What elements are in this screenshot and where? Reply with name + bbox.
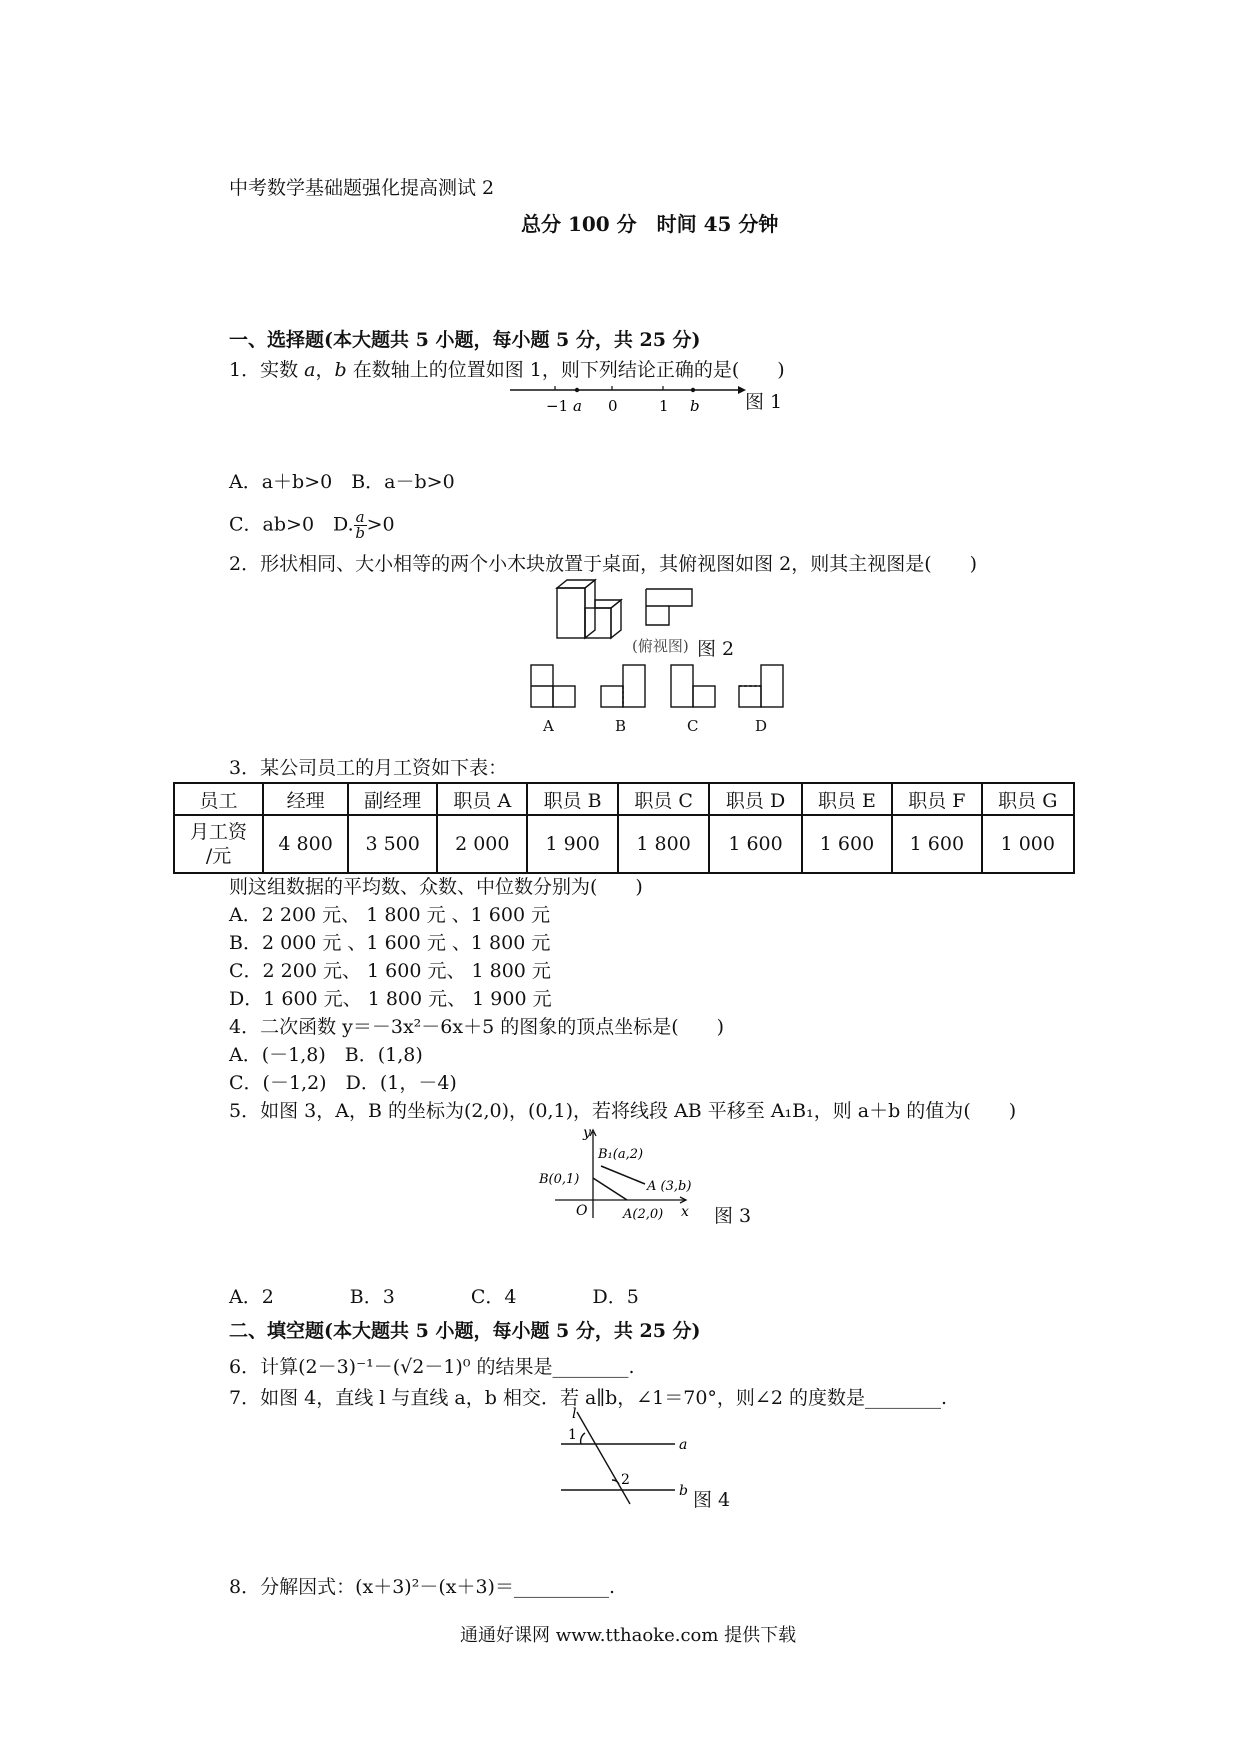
table-cell: 1 000 (982, 815, 1074, 873)
table-cell: 1 600 (892, 815, 981, 873)
figure-2-choice-c (670, 664, 716, 708)
table-header-cell: 职员 G (982, 783, 1074, 815)
question-3-stem: 3．某公司员工的月工资如下表： (229, 757, 508, 779)
axis-label-x: x (681, 1204, 689, 1220)
origin-label: O (576, 1203, 588, 1219)
top-view-label: (俯视图) (632, 637, 689, 655)
table-cell: 1 900 (527, 815, 618, 873)
question-6: 6．计算(2－3)⁻¹－(√2－1)⁰ 的结果是________. (229, 1356, 635, 1378)
table-cell: 1 600 (802, 815, 892, 873)
table-cell: 2 000 (437, 815, 527, 873)
figure-2-blocks-3d (555, 578, 635, 640)
table-header-cell: 职员 F (892, 783, 981, 815)
figure-2-top-view (645, 588, 693, 626)
angle-label-1: 1 (568, 1427, 577, 1443)
footer-credit: 通通好课网 www.tthaoke.com 提供下载 (460, 1625, 797, 1646)
figure-1-numberline (510, 384, 770, 420)
table-header-cell: 经理 (263, 783, 348, 815)
table-header-cell: 职员 C (618, 783, 709, 815)
question-3-follow: 则这组数据的平均数、众数、中位数分别为( ) (229, 876, 643, 898)
table-cell: 4 800 (263, 815, 348, 873)
table-header-cell: 员工 (174, 783, 263, 815)
question-3-option-a: A．2 200 元、 1 800 元 、1 600 元 (229, 904, 551, 926)
question-4-options-cd: C．(－1,2) D．(1，－4) (229, 1072, 457, 1094)
question-5-options: A．2 B．3 C．4 D．5 (229, 1286, 639, 1308)
question-4-stem: 4．二次函数 y＝－3x²－6x＋5 的图象的顶点坐标是( ) (229, 1016, 725, 1038)
table-cell: 1 800 (618, 815, 709, 873)
figure-2-choice-b (600, 664, 646, 708)
tick-label-a: a (573, 397, 582, 415)
table-header-cell: 职员 D (709, 783, 801, 815)
question-4-options-ab: A．(－1,8) B．(1,8) (229, 1044, 423, 1066)
tick-label-1: 1 (659, 397, 669, 415)
salary-table (173, 782, 1075, 874)
line-label-a: a (679, 1437, 688, 1453)
choice-label-c: C (687, 717, 699, 735)
point-label-b1: B₁(a,2) (598, 1147, 644, 1162)
tick-label-neg1: −1 (546, 397, 569, 415)
table-row (174, 815, 1074, 873)
figure-4-caption: 图 4 (693, 1489, 731, 1511)
figure-2-choice-a (530, 664, 576, 708)
document-subtitle: 总分 100 分 时间 45 分钟 (521, 212, 779, 236)
table-header-cell: 职员 E (802, 783, 892, 815)
choice-label-a: A (543, 717, 554, 735)
line-label-l: l (572, 1406, 577, 1422)
figure-3-caption: 图 3 (714, 1205, 752, 1227)
tick-label-0: 0 (608, 397, 618, 415)
fraction-a-over-b: $\frac{a}{b}$ (355, 508, 365, 542)
figure-3-coordinate-plane (535, 1124, 715, 1224)
table-header-row (174, 783, 1074, 815)
question-7-stem: 7．如图 4，直线 l 与直线 a，b 相交．若 a∥b，∠1＝70°，则∠2 的度数是________. (229, 1387, 948, 1409)
table-header-cell: 副经理 (348, 783, 437, 815)
figure-2-caption: 图 2 (697, 638, 735, 660)
question-5-stem: 5．如图 3，A，B 的坐标为(2,0)，(0,1)，若将线段 AB 平移至 A₁B₁，则 a＋b 的值为( ) (229, 1100, 1017, 1122)
question-3-option-d: D．1 600 元、 1 800 元、 1 900 元 (229, 988, 552, 1010)
figure-4-parallel-lines (555, 1406, 705, 1506)
question-2-stem: 2．形状相同、大小相等的两个小木块放置于桌面，其俯视图如图 2，则其主视图是( ) (229, 553, 978, 575)
figure-1-caption: 图 1 (745, 391, 783, 413)
point-label-a: A(2,0) (623, 1207, 664, 1222)
choice-label-d: D (755, 717, 768, 735)
question-8: 8．分解因式：(x＋3)²－(x＋3)＝__________. (229, 1576, 616, 1598)
question-3-option-c: C．2 200 元、 1 600 元、 1 800 元 (229, 960, 551, 982)
section-heading-choice: 一、选择题(本大题共 5 小题，每小题 5 分，共 25 分) (229, 329, 701, 351)
table-header-cell: 职员 A (437, 783, 527, 815)
line-label-b: b (679, 1483, 688, 1499)
point-label-a1: A (3,b) (647, 1179, 692, 1194)
point-label-b: B(0,1) (539, 1172, 580, 1187)
choice-label-b: B (615, 717, 627, 735)
axis-label-y: y (583, 1125, 591, 1141)
question-3-option-b: B．2 000 元 、1 600 元 、1 800 元 (229, 932, 551, 954)
question-1-options-ab: A．a＋b>0 B．a－b>0 (229, 471, 455, 493)
tick-label-b: b (690, 397, 700, 415)
document-title: 中考数学基础题强化提高测试 2 (229, 177, 495, 199)
question-1-options-cd: C．ab>0 D. $\frac{a}{b}$ >0 (229, 508, 395, 542)
angle-label-2: 2 (621, 1472, 630, 1488)
table-cell: 3 500 (348, 815, 437, 873)
table-row-label: 月工资 /元 (174, 815, 263, 873)
question-1-stem: 1．实数 a，b 在数轴上的位置如图 1，则下列结论正确的是( ) (229, 359, 785, 381)
table-header-cell: 职员 B (527, 783, 618, 815)
section-heading-fill: 二、填空题(本大题共 5 小题，每小题 5 分，共 25 分) (229, 1320, 701, 1342)
table-cell: 1 600 (709, 815, 801, 873)
figure-2-choice-d (738, 664, 784, 708)
